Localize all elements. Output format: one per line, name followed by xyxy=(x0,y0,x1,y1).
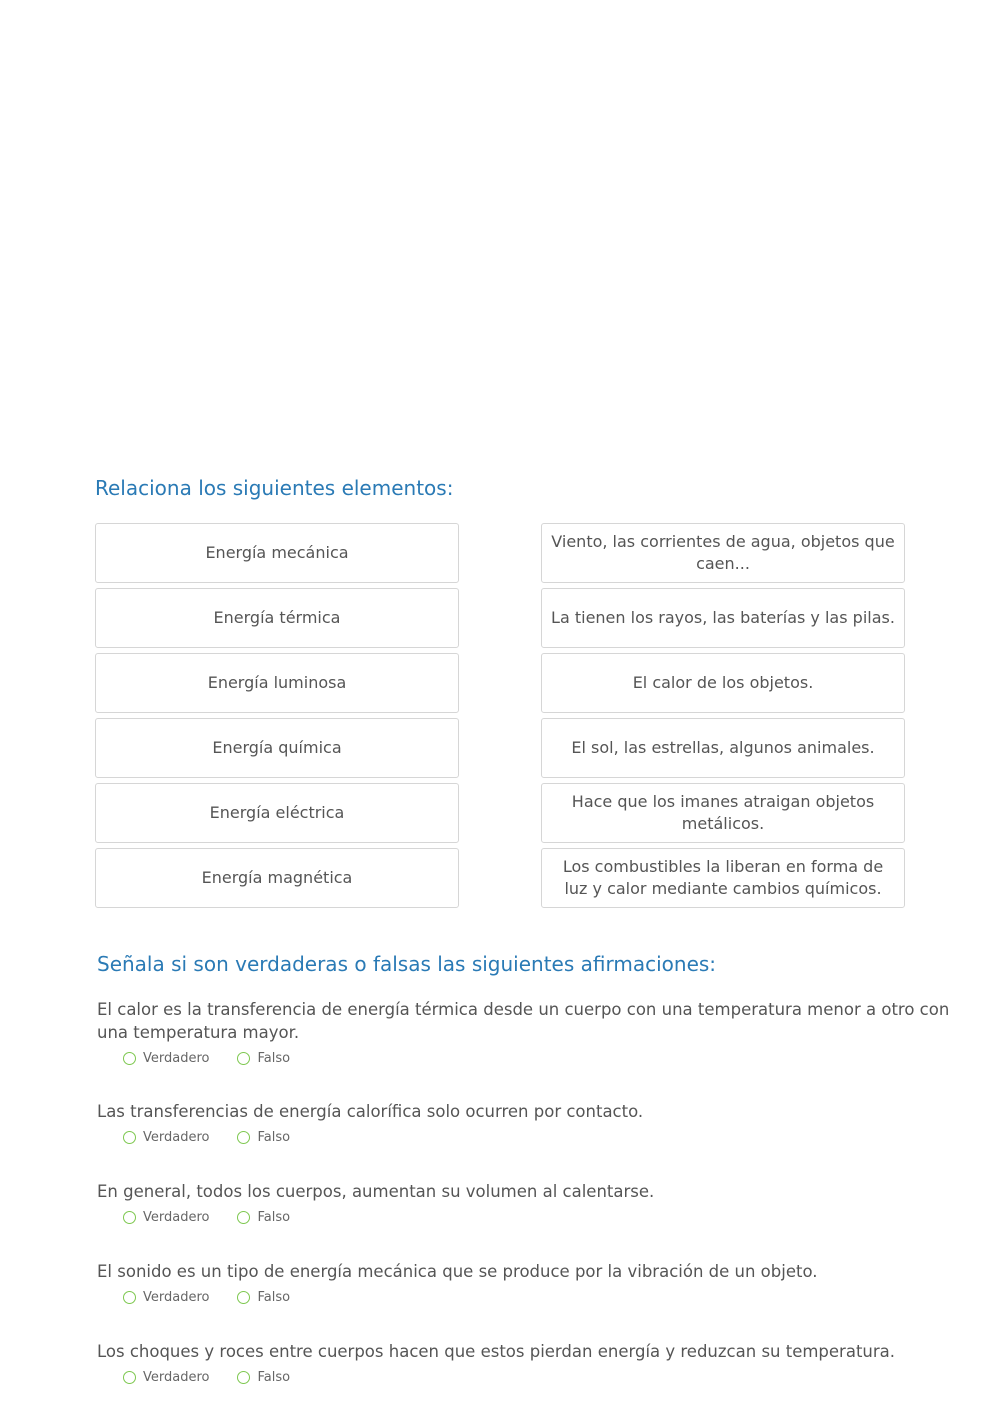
false-option[interactable] xyxy=(237,1370,290,1385)
radio-circle-icon[interactable] xyxy=(237,1371,250,1384)
match-right-item[interactable]: Hace que los imanes atraigan objetos metálicos. xyxy=(541,783,905,843)
true-option-label: Verdadero xyxy=(143,1209,210,1225)
tf-options xyxy=(97,1124,957,1150)
tf-options xyxy=(97,1284,957,1310)
radio-circle-icon[interactable] xyxy=(123,1371,136,1384)
true-option-label: Verdadero xyxy=(143,1129,210,1145)
radio-circle-icon[interactable] xyxy=(123,1211,136,1224)
match-right-item[interactable]: El calor de los objetos. xyxy=(541,653,905,713)
true-false-title: Señala si son verdaderas o falsas las siguientes afirmaciones: xyxy=(97,952,717,976)
match-right-item[interactable]: La tienen los rayos, las baterías y las pilas. xyxy=(541,588,905,648)
match-left-item[interactable]: Energía mecánica xyxy=(95,523,459,583)
tf-options xyxy=(97,1204,957,1230)
matching-left-column xyxy=(95,523,459,913)
radio-circle-icon[interactable] xyxy=(237,1291,250,1304)
false-option-label: Falso xyxy=(257,1209,291,1225)
tf-question xyxy=(97,998,957,1078)
false-option-label: Falso xyxy=(257,1050,291,1066)
radio-circle-icon[interactable] xyxy=(237,1131,250,1144)
radio-circle-icon[interactable] xyxy=(123,1052,136,1065)
match-left-item[interactable]: Energía química xyxy=(95,718,459,778)
true-false-list xyxy=(97,998,957,1420)
tf-statement: El calor es la transferencia de energía térmica desde un cuerpo con una temperatura menor a otro con una temperatura mayor. xyxy=(97,1000,950,1042)
tf-statement: En general, todos los cuerpos, aumentan su volumen al calentarse. xyxy=(97,1182,655,1201)
true-option-label: Verdadero xyxy=(143,1289,210,1305)
tf-options xyxy=(97,1364,957,1390)
false-option-label: Falso xyxy=(257,1129,291,1145)
true-option[interactable] xyxy=(123,1051,209,1066)
true-option[interactable] xyxy=(123,1130,209,1145)
false-option[interactable] xyxy=(237,1290,290,1305)
true-option[interactable] xyxy=(123,1290,209,1305)
tf-question xyxy=(97,1180,957,1260)
tf-question xyxy=(97,1260,957,1340)
match-left-item[interactable]: Energía eléctrica xyxy=(95,783,459,843)
matching-title: Relaciona los siguientes elementos: xyxy=(95,476,454,500)
radio-circle-icon[interactable] xyxy=(123,1291,136,1304)
match-right-item[interactable]: Viento, las corrientes de agua, objetos que caen... xyxy=(541,523,905,583)
match-left-item[interactable]: Energía térmica xyxy=(95,588,459,648)
true-option[interactable] xyxy=(123,1370,209,1385)
tf-options xyxy=(97,1045,957,1071)
tf-statement: Los choques y roces entre cuerpos hacen que estos pierdan energía y reduzcan su temperatura. xyxy=(97,1342,896,1361)
match-left-item[interactable]: Energía luminosa xyxy=(95,653,459,713)
radio-circle-icon[interactable] xyxy=(237,1211,250,1224)
false-option[interactable] xyxy=(237,1130,290,1145)
match-right-item[interactable]: Los combustibles la liberan en forma de luz y calor mediante cambios químicos. xyxy=(541,848,905,908)
false-option[interactable] xyxy=(237,1051,290,1066)
false-option-label: Falso xyxy=(257,1369,291,1385)
tf-question xyxy=(97,1340,957,1420)
false-option[interactable] xyxy=(237,1210,290,1225)
tf-question xyxy=(97,1100,957,1180)
tf-statement: Las transferencias de energía calorífica solo ocurren por contacto. xyxy=(97,1102,644,1121)
false-option-label: Falso xyxy=(257,1289,291,1305)
radio-circle-icon[interactable] xyxy=(237,1052,250,1065)
match-left-item[interactable]: Energía magnética xyxy=(95,848,459,908)
tf-statement: El sonido es un tipo de energía mecánica que se produce por la vibración de un objeto. xyxy=(97,1262,818,1281)
true-option-label: Verdadero xyxy=(143,1369,210,1385)
true-option-label: Verdadero xyxy=(143,1050,210,1066)
matching-right-column xyxy=(541,523,905,913)
radio-circle-icon[interactable] xyxy=(123,1131,136,1144)
true-option[interactable] xyxy=(123,1210,209,1225)
match-right-item[interactable]: El sol, las estrellas, algunos animales. xyxy=(541,718,905,778)
